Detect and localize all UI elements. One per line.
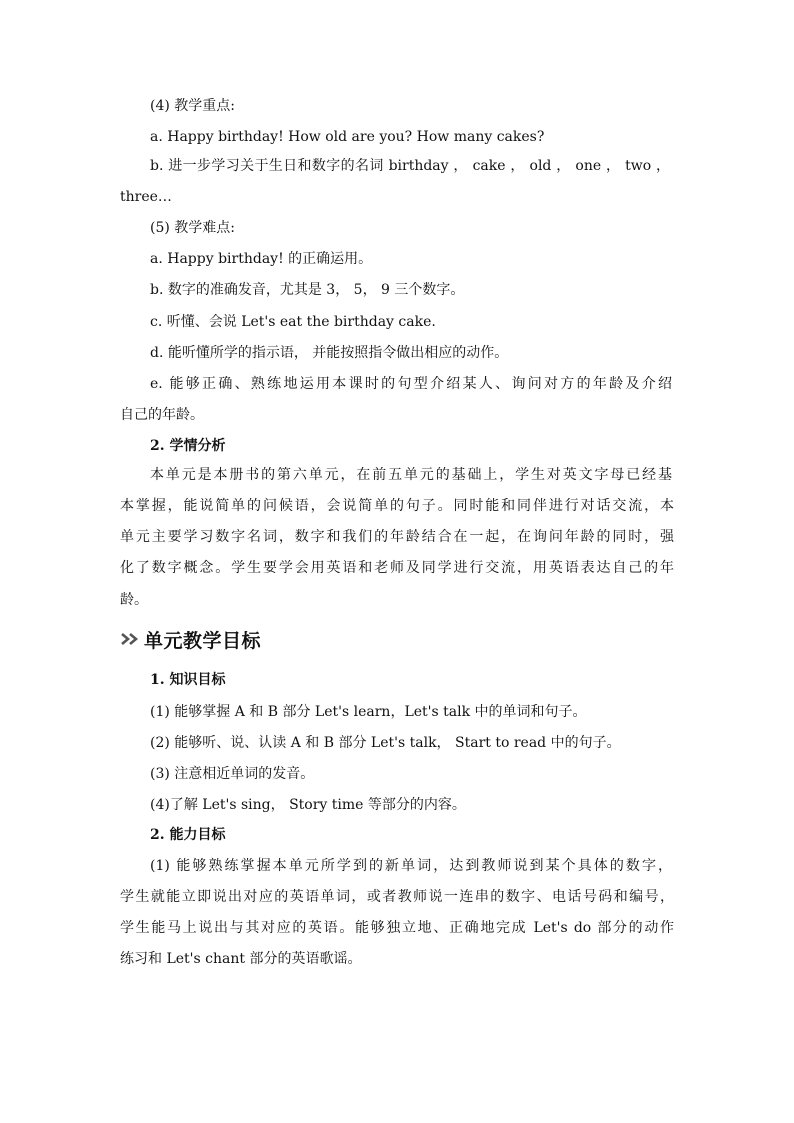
section-header <box>120 625 261 653</box>
analysis-line: 单元主要学习数字名词，数字和我们的年龄结合在一起，在询问年龄的同时，强 <box>120 529 674 545</box>
key-point-b-line2: three… <box>120 189 172 205</box>
analysis-line: 本单元是本册书的第六单元，在前五单元的基础上，学生对英文字母已经基 <box>150 467 672 483</box>
ability-line: (1) 能够熟练掌握本单元所学到的新单词，达到教师说到某个具体的数字， <box>150 858 672 874</box>
knowledge-item: (4)了解 Let's sing， Story time 等部分的内容。 <box>150 797 466 813</box>
ability-line: 练习和 Let's chant 部分的英语歌谣。 <box>120 951 362 967</box>
key-point-a: a. Happy birthday! How old are you? How many cakes? <box>150 129 545 145</box>
knowledge-heading: 1. 知识目标 <box>150 672 226 688</box>
knowledge-item: (3) 注意相近单词的发音。 <box>150 766 315 782</box>
ability-line: 学生能马上说出与其对应的英语。能够独立地、正确地完成 Let's do 部分的动作 <box>120 920 674 936</box>
analysis-line: 龄。 <box>120 592 148 608</box>
analysis-line: 化了数字概念。学生要学会用英语和老师及同学进行交流，用英语表达自己的年 <box>120 560 674 576</box>
difficulty-e-line2: 自己的年龄。 <box>120 407 204 423</box>
ability-line: 学生就能立即说出对应的英语单词，或者教师说一连串的数字、电话号码和编号， <box>120 889 674 905</box>
analysis-heading: 2. 学情分析 <box>150 438 226 454</box>
difficulties-heading: (5) 教学难点: <box>150 220 235 236</box>
knowledge-item: (2) 能够听、说、认读 A 和 B 部分 Let's talk， Start to read 中的句子。 <box>150 735 621 751</box>
double-chevron-icon <box>120 631 142 647</box>
knowledge-item: (1) 能够掌握 A 和 B 部分 Let's learn，Let's talk 中的单词和句子。 <box>150 704 587 720</box>
difficulty-d: d. 能听懂所学的指示语， 并能按照指令做出相应的动作。 <box>150 345 509 361</box>
difficulty-b: b. 数字的准确发音，尤其是 3， 5， 9 三个数字。 <box>150 282 465 298</box>
difficulty-e-line1: e. 能够正确、熟练地运用本课时的句型介绍某人、询问对方的年龄及介绍 <box>150 376 672 392</box>
section-title: 单元教学目标 <box>144 629 262 652</box>
analysis-line: 本掌握，能说简单的问候语，会说简单的句子。同时能和同伴进行对话交流，本 <box>120 498 674 514</box>
key-point-b-line1: b. 进一步学习关于生日和数字的名词 birthday ， cake ， old ， one ， two ， <box>150 158 670 174</box>
key-points-heading: (4) 教学重点: <box>150 98 235 114</box>
ability-heading: 2. 能力目标 <box>150 827 226 843</box>
difficulty-c: c. 听懂、会说 Let's eat the birthday cake. <box>150 314 436 330</box>
difficulty-a: a. Happy birthday! 的正确运用。 <box>150 251 373 267</box>
